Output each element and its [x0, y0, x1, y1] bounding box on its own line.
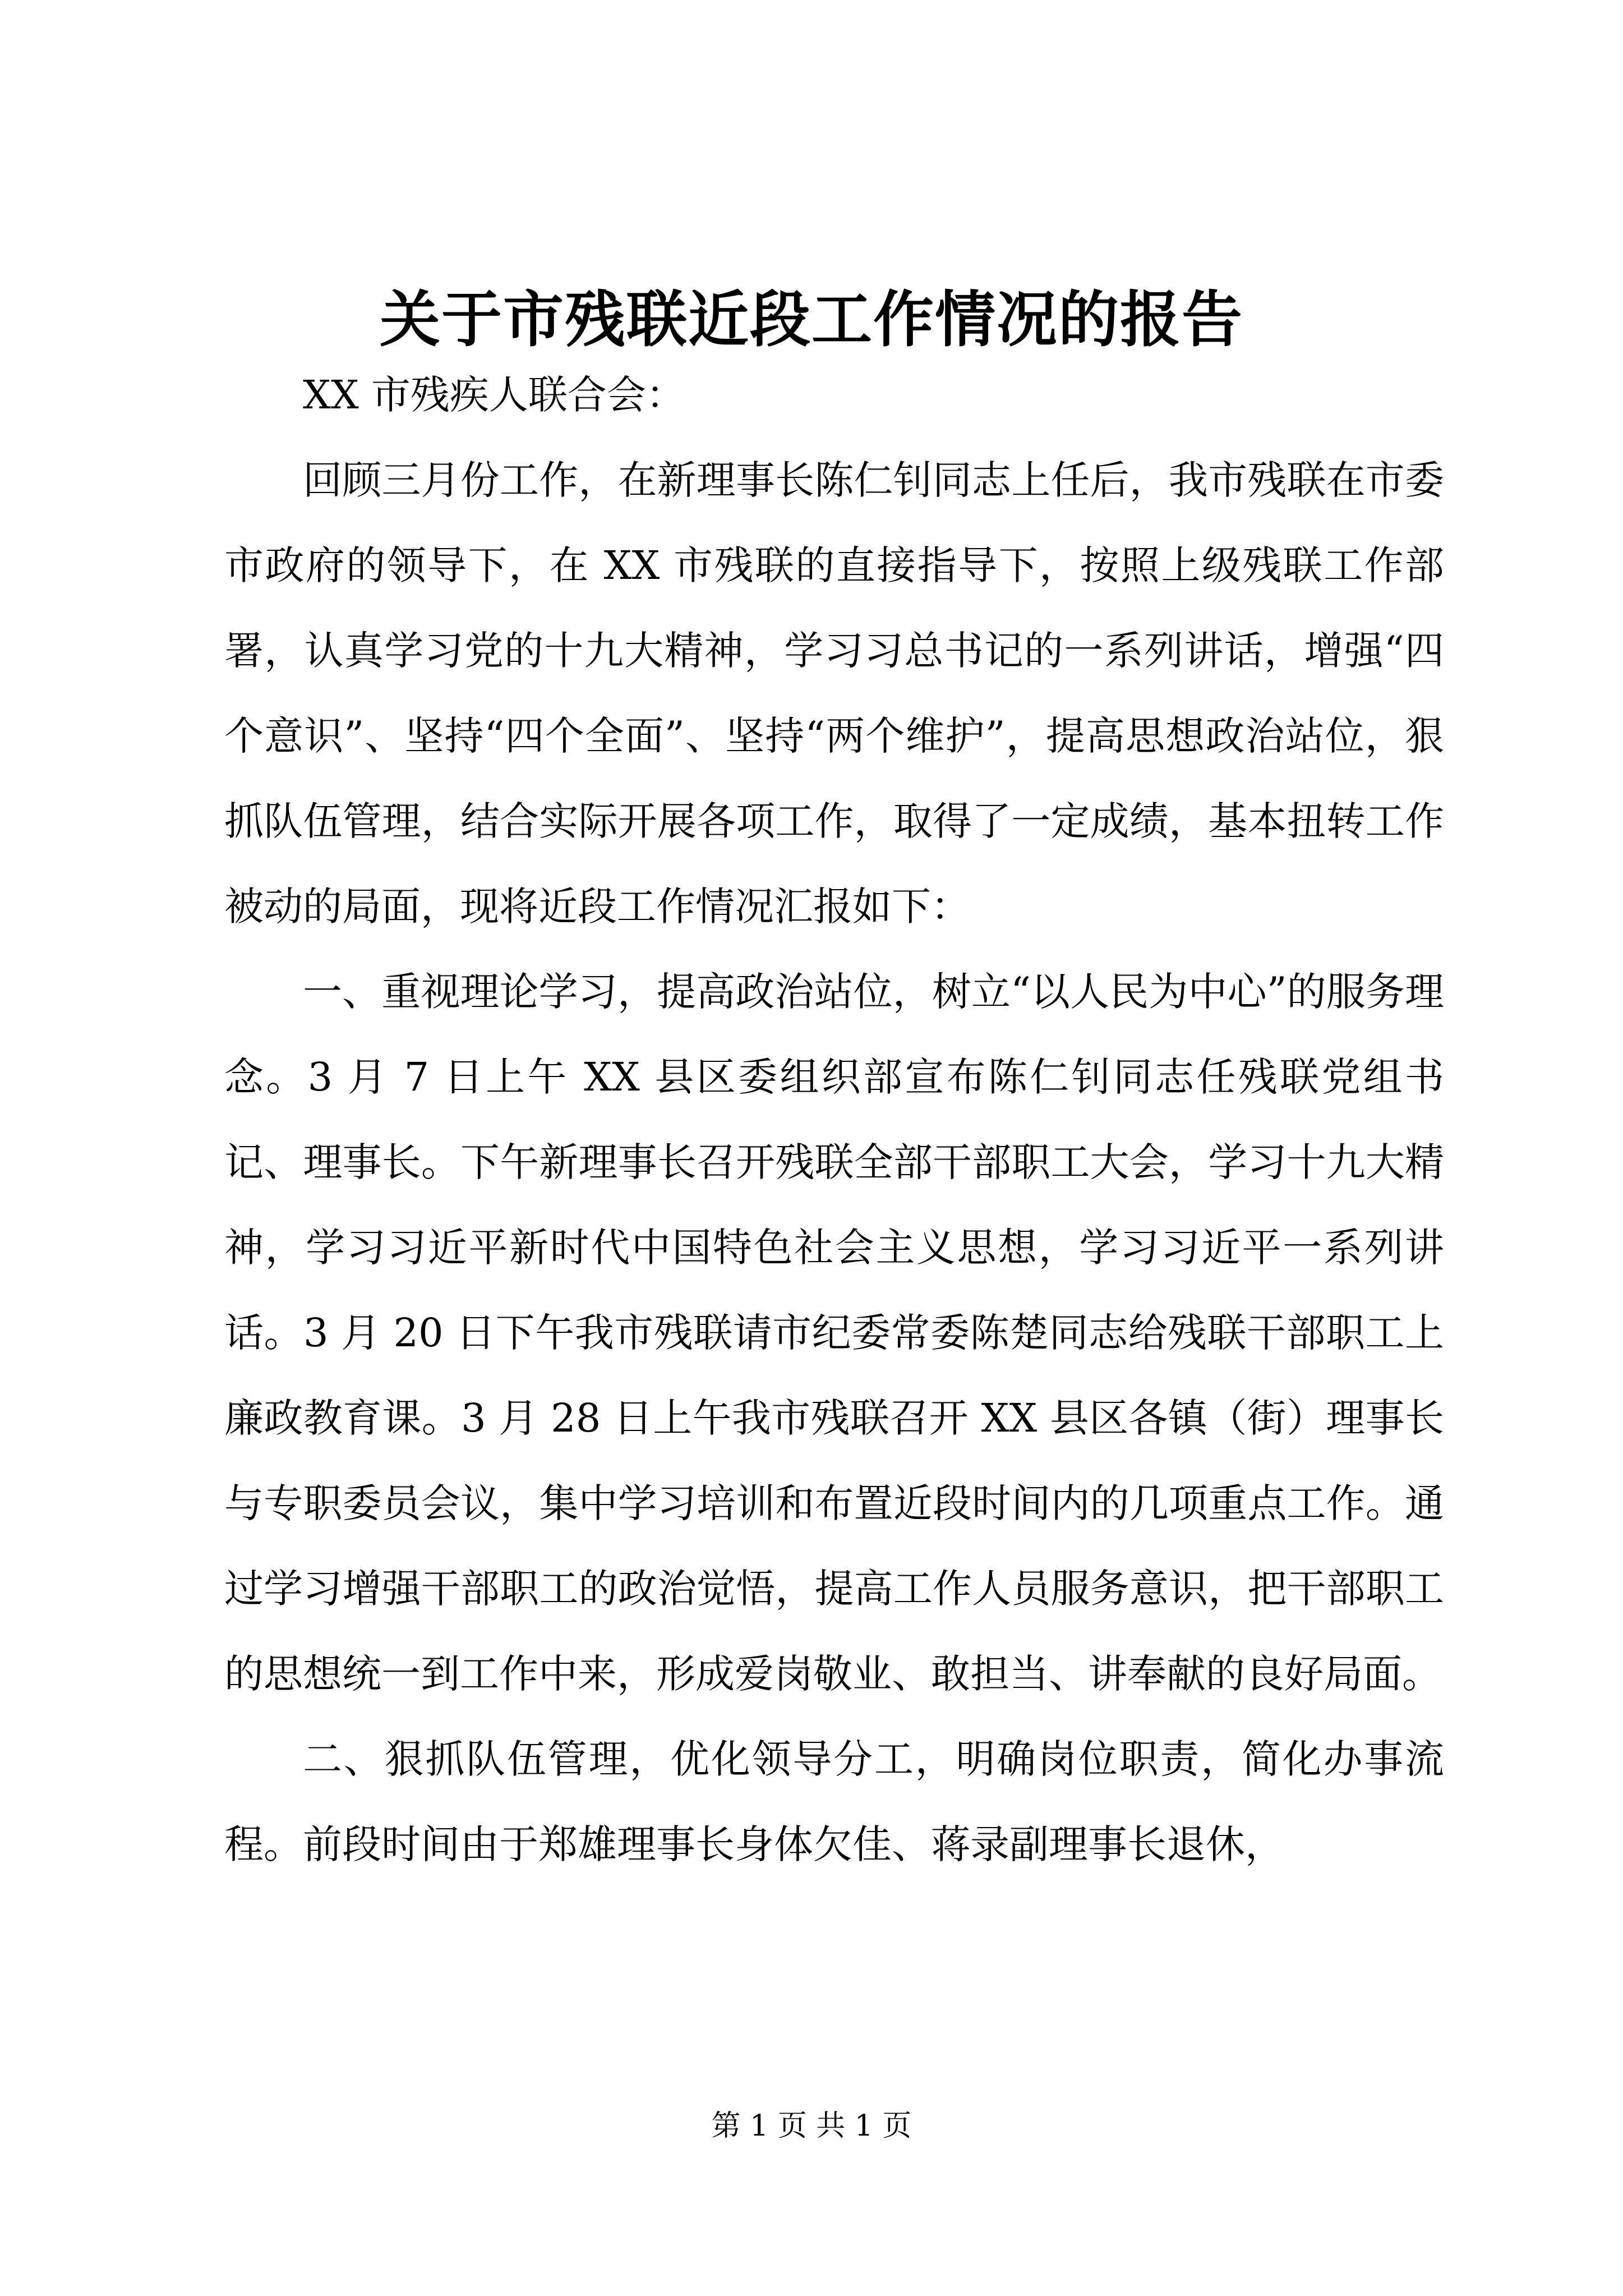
paragraph-intro: 回顾三月份工作，在新理事长陈仁钊同志上任后，我市残联在市委市政府的领导下，在 XX 市残联的直接指导下，按照上级残联工作部署，认真学习党的十九大精神，学习习总书记的一系列讲话，增强“四个意识”、坚持“四个全面”、坚持“两个维护”，提高思想政治站位，狠抓队伍管理，结合实际开展各项工作，取得了一定成绩，基本扭转工作被动的局面，现将近段工作情况汇报如下：: [224, 457, 1444, 930]
document-body: [224, 352, 1444, 1887]
page-footer: 第 1 页 共 1 页: [711, 2109, 912, 2143]
salutation: XX 市残疾人联合会：: [303, 372, 685, 418]
paragraph-section-two: 二、狠抓队伍管理，优化领导分工，明确岗位职责，简化办事流程。前段时间由于郑雄理事长身体欠佳、蒋录副理事长退休，: [224, 1736, 1444, 1867]
paragraph-section-one: 一、重视理论学习，提高政治站位，树立“以人民为中心”的服务理念。3 月 7 日上午 XX 县区委组织部宣布陈仁钊同志任残联党组书记、理事长。下午新理事长召开残联全部干部职工大会，学习十九大精神，学习习近平新时代中国特色社会主义思想，学习习近平一系列讲话。3 月 20 日下午我市残联请市纪委常委陈楚同志给残联干部职工上廉政教育课。3 月 28 日上午我市残联召开 XX 县区各镇（街）理事长与专职委员会议，集中学习培训和布置近段时间内的几项重点工作。通过学习增强干部职工的政治觉悟，提高工作人员服务意识，把干部职工的思想统一到工作中来，形成爱岗敬业、敢担当、讲奉献的良好局面。: [224, 969, 1444, 1697]
document-title: 关于市残联近段工作情况的报告: [379, 284, 1243, 355]
